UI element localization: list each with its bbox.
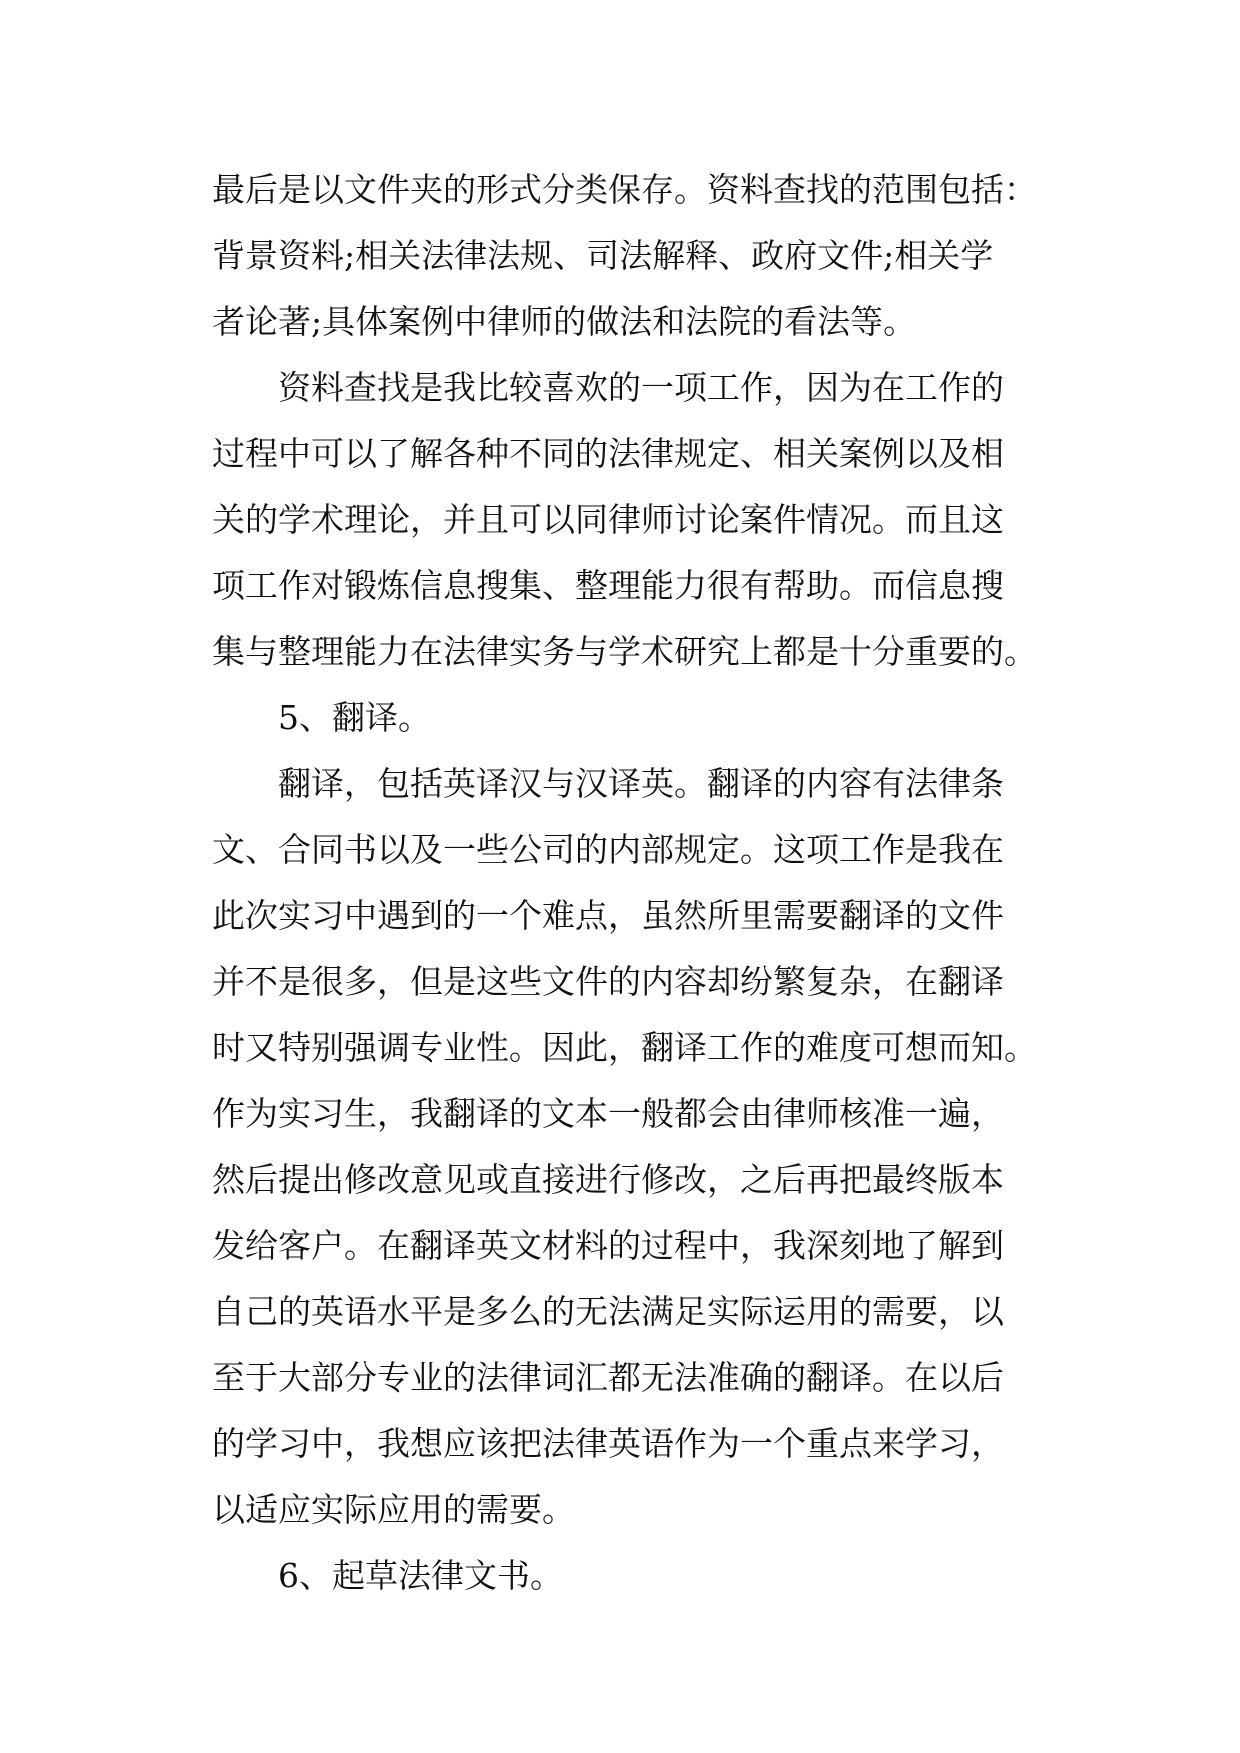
text-line: 发给客户。在翻译英文材料的过程中，我深刻地了解到 [212, 1226, 1004, 1265]
text-line: 此次实习中遇到的一个难点，虽然所里需要翻译的文件 [212, 896, 1004, 935]
text-line: 的学习中，我想应该把法律英语作为一个重点来学习， [212, 1424, 1004, 1463]
text-line: 以适应实际应用的需要。 [212, 1490, 575, 1529]
text-line: 作为实习生，我翻译的文本一般都会由律师核准一遍， [212, 1094, 1004, 1133]
text-line: 翻译，包括英译汉与汉译英。翻译的内容有法律条 [278, 764, 1004, 803]
section-heading: 6、起草法律文书。 [278, 1556, 563, 1595]
text-line: 最后是以文件夹的形式分类保存。资料查找的范围包括： [212, 170, 1037, 209]
text-line: 自己的英语水平是多么的无法满足实际运用的需要，以 [212, 1292, 1004, 1331]
body-text [212, 157, 1062, 1609]
text-line: 过程中可以了解各种不同的法律规定、相关案例以及相 [212, 434, 1004, 473]
section-heading: 5、翻译。 [278, 698, 431, 737]
text-line: 项工作对锻炼信息搜集、整理能力很有帮助。而信息搜 [212, 566, 1004, 605]
text-line: 文、合同书以及一些公司的内部规定。这项工作是我在 [212, 830, 1004, 869]
text-line: 关的学术理论，并且可以同律师讨论案件情况。而且这 [212, 500, 1004, 539]
text-line: 背景资料;相关法律法规、司法解释、政府文件;相关学 [212, 236, 994, 275]
text-line: 然后提出修改意见或直接进行修改，之后再把最终版本 [212, 1160, 1004, 1199]
text-line: 资料查找是我比较喜欢的一项工作，因为在工作的 [278, 368, 1004, 407]
text-line: 并不是很多，但是这些文件的内容却纷繁复杂，在翻译 [212, 962, 1004, 1001]
text-line: 集与整理能力在法律实务与学术研究上都是十分重要的。 [212, 632, 1037, 671]
text-line: 者论著;具体案例中律师的做法和法院的看法等。 [212, 302, 917, 341]
text-line: 时又特别强调专业性。因此，翻译工作的难度可想而知。 [212, 1028, 1037, 1067]
text-line: 至于大部分专业的法律词汇都无法准确的翻译。在以后 [212, 1358, 1004, 1397]
